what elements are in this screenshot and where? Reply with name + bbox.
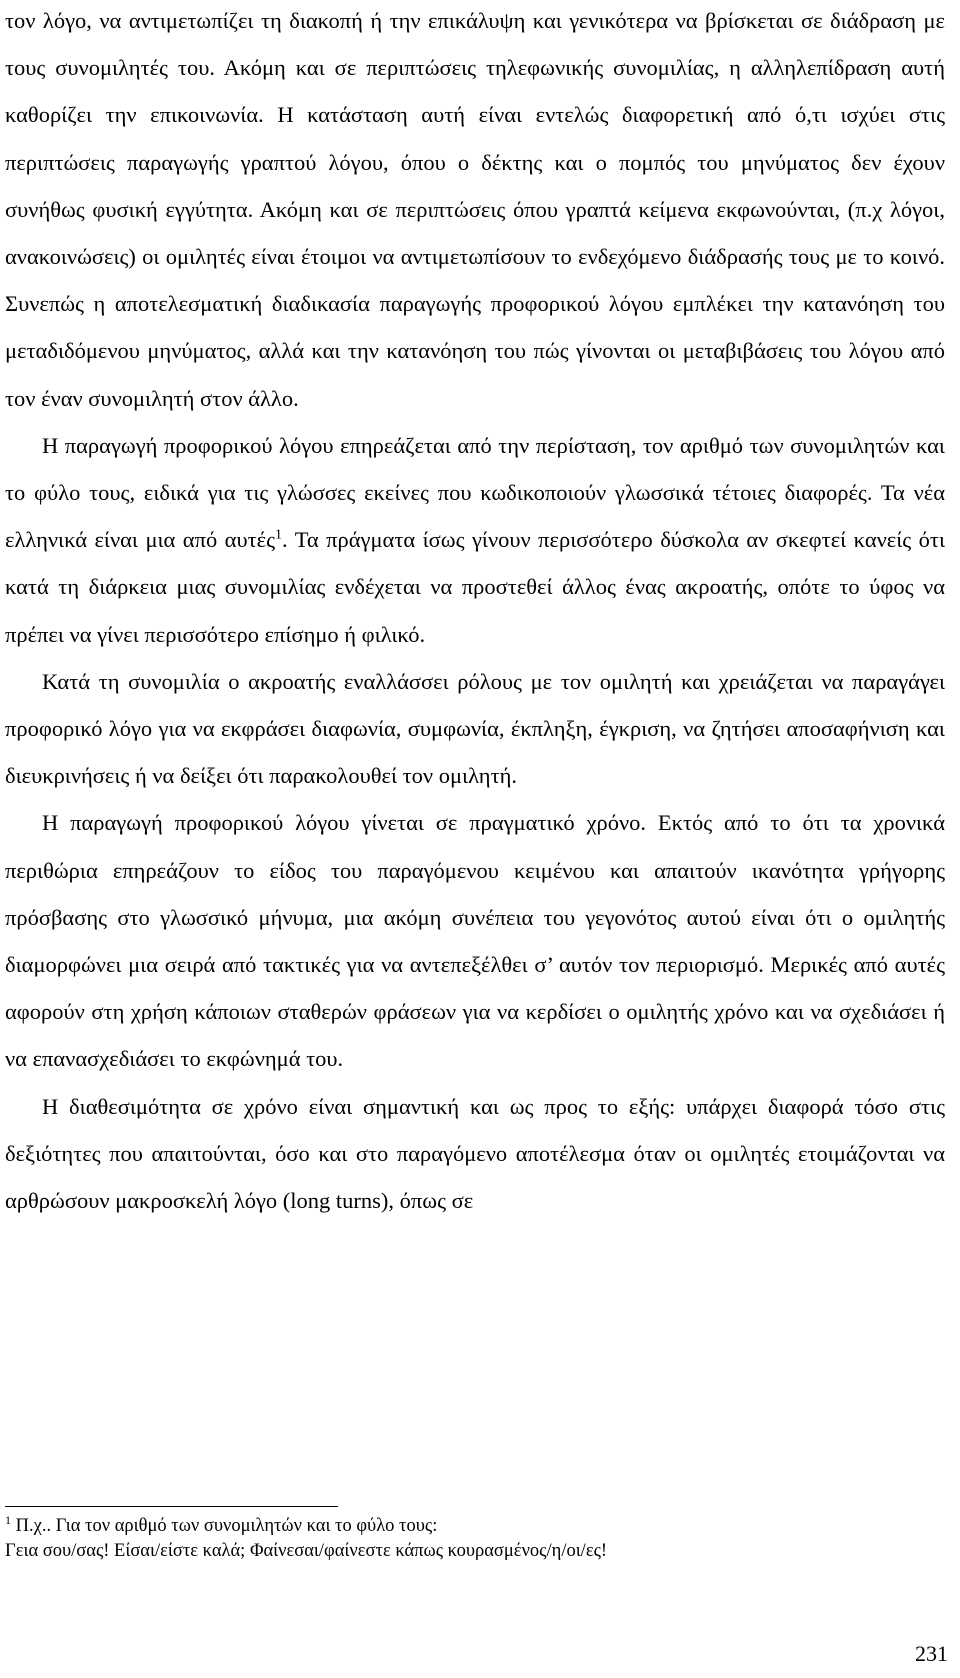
paragraph-2-text-before: Η παραγωγή προφορικού λόγου επηρεάζεται από την περίσταση, τον αριθμό των συνομιλητών και το φύλο τους, ειδικά για τις γλώσσες εκείνες που κωδικοποιούν γλωσσικά τέτοιες διαφορές. Τα νέα ελληνικά είναι μια από αυτές	[5, 432, 945, 553]
footnote-reference[interactable]: 1	[275, 527, 283, 543]
footnote-text-1: Π.χ.. Για τον αριθμό των συνομιλητών και το φύλο τους:	[11, 1516, 438, 1536]
paragraph-5: Η διαθεσιμότητα σε χρόνο είναι σημαντική και ως προς το εξής: υπάρχει διαφορά τόσο στις δεξιότητες που απαιτούνται, όσο και στο παραγόμενο αποτέλεσμα όταν οι ομιλητές ετοιμάζονται να αρθρώσουν μακροσκελή λόγο (long turns), όπως σε	[5, 1093, 945, 1214]
footnote-line-1	[5, 1514, 945, 1539]
paragraph-2-text-after: . Τα πράγματα ίσως γίνουν περισσότερο δύσκολα αν σκεφτεί κανείς ότι κατά τη διάρκεια μιας συνομιλίας ενδέχεται να προστεθεί άλλος ένας ακροατής, οπότε το ύφος να πρέπει να γίνει περισσότερο επίσημο ή φιλικό.	[5, 527, 945, 647]
footnote-separator	[5, 1506, 338, 1507]
footnote-marker: 1	[5, 1512, 11, 1527]
page-number: 231	[915, 1641, 948, 1666]
paragraph-2	[5, 422, 945, 658]
page-body	[5, 0, 945, 1224]
footnote-line-2: Γεια σου/σας! Είσαι/είστε καλά; Φαίνεσαι/φαίνεστε κάπως κουρασμένος/η/οι/ες!	[5, 1541, 608, 1561]
paragraph-3: Κατά τη συνομιλία ο ακροατής εναλλάσσει ρόλους με τον ομιλητή και χρειάζεται να παραγάγει προφορικό λόγο για να εκφράσει διαφωνία, συμφωνία, έκπληξη, έγκριση, να ζητήσει αποσαφήνιση και διευκρινήσεις ή να δείξει ότι παρακολουθεί τον ομιλητή.	[5, 668, 945, 789]
paragraph-1: τον λόγο, να αντιμετωπίζει τη διακοπή ή την επικάλυψη και γενικότερα να βρίσκεται σε διάδραση με τους συνομιλητές του. Ακόμη και σε περιπτώσεις τηλεφωνικής συνομιλίας, η αλληλεπίδραση αυτή καθορίζει την επικοινωνία. Η κατάσταση αυτή είναι εντελώς διαφορετική από ό,τι ισχύει στις περιπτώσεις παραγωγής γραπτού λόγου, όπου ο δέκτης και ο πομπός του μηνύματος δεν έχουν συνήθως φυσική εγγύτητα. Ακόμη και σε περιπτώσεις όπου γραπτά κείμενα εκφωνούνται, (π.χ λόγοι, ανακοινώσεις) οι ομιλητές είναι έτοιμοι να αντιμετωπίσουν το ενδεχόμενο διάδρασής τους με το κοινό. Συνεπώς η αποτελεσματική διαδικασία παραγωγής προφορικού λόγου εμπλέκει την κατανόηση του μεταδιδόμενου μηνύματος, αλλά και την κατανόηση του πώς γίνονται οι μεταβιβάσεις του λόγου από τον έναν συνομιλητή στον άλλο.	[5, 8, 945, 411]
paragraph-4: Η παραγωγή προφορικού λόγου γίνεται σε πραγματικό χρόνο. Εκτός από το ότι τα χρονικά περιθώρια επηρεάζουν το είδος του παραγόμενου κειμένου και απαιτούν ικανότητα γρήγορης πρόσβασης στο γλωσσικό μήνυμα, μια ακόμη συνέπεια του γεγονότος αυτού είναι ότι ο ομιλητής διαμορφώνει μια σειρά από τακτικές για να αντεπεξέλθει σ’ αυτόν τον περιορισμό. Μερικές από αυτές αφορούν στη χρήση κάποιων σταθερών φράσεων για να κερδίσει ο ομιλητής χρόνο και να σχεδιάσει ή να επανασχεδιάσει το εκφώνημά του.	[5, 810, 945, 1072]
footnote-section	[5, 1514, 945, 1564]
